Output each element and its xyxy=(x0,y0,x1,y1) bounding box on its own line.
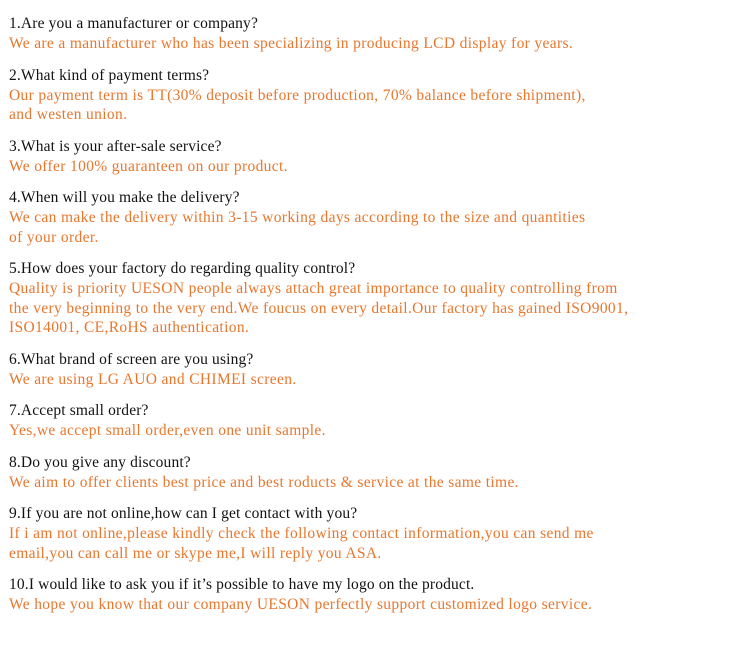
faq-answer-line: of your order. xyxy=(9,228,99,246)
faq-list xyxy=(9,14,744,627)
faq-item xyxy=(9,188,744,247)
faq-item xyxy=(9,66,744,125)
faq-question: 8.Do you give any discount? xyxy=(9,453,191,471)
faq-answer xyxy=(9,34,744,54)
faq-answer-line: We can make the delivery within 3-15 working days according to the size and quantities xyxy=(9,209,586,226)
faq-question: 3.What is your after-sale service? xyxy=(9,137,222,155)
faq-question: 6.What brand of screen are you using? xyxy=(9,350,254,368)
faq-answer-line: and westen union. xyxy=(9,106,128,123)
faq-answer-line: We hope you know that our company UESON perfectly support customized logo service. xyxy=(9,596,593,613)
faq-answer-line: We are using LG AUO and CHIMEI screen. xyxy=(9,370,297,388)
faq-answer-line: Quality is priority UESON people always attach great importance to quality controlling from xyxy=(9,280,618,297)
faq-item xyxy=(9,453,744,493)
faq-question: 4.When will you make the delivery? xyxy=(9,189,240,206)
faq-answer-line: If i am not online,please kindly check the following contact information,you can send me xyxy=(9,525,594,542)
faq-answer-line: Our payment term is TT(30% deposit before production, 70% balance before shipment), xyxy=(9,86,586,104)
faq-answer xyxy=(9,157,744,177)
faq-question: 5.How does your factory do regarding quality control? xyxy=(9,260,356,277)
faq-item xyxy=(9,350,744,390)
faq-answer xyxy=(9,279,744,338)
faq-answer-line: We aim to offer clients best price and best roducts & service at the same time. xyxy=(9,473,519,491)
faq-item xyxy=(9,504,744,563)
faq-item xyxy=(9,259,744,338)
faq-question: 1.Are you a manufacturer or company? xyxy=(9,15,258,32)
faq-answer xyxy=(9,473,744,493)
faq-question: 9.If you are not online,how can I get contact with you? xyxy=(9,505,358,522)
faq-answer-line: Yes,we accept small order,even one unit sample. xyxy=(9,422,326,439)
faq-answer-line: We are a manufacturer who has been specializing in producing LCD display for years. xyxy=(9,35,574,52)
faq-question: 10.I would like to ask you if it’s possible to have my logo on the product. xyxy=(9,576,475,593)
faq-answer xyxy=(9,595,744,615)
faq-question: 2.What kind of payment terms? xyxy=(9,66,210,84)
faq-item xyxy=(9,137,744,177)
faq-item xyxy=(9,575,744,615)
faq-item xyxy=(9,14,744,54)
faq-answer xyxy=(9,86,744,125)
faq-answer-line: the very beginning to the very end.We foucus on every detail.Our factory has gained ISO9001, xyxy=(9,299,629,317)
faq-answer-line: ISO14001, CE,RoHS authentication. xyxy=(9,319,250,336)
faq-answer-line: email,you can call me or skype me,I will reply you ASA. xyxy=(9,544,382,562)
faq-item xyxy=(9,401,744,441)
faq-answer xyxy=(9,370,744,390)
faq-answer-line: We offer 100% guaranteen on our product. xyxy=(9,157,288,175)
faq-question: 7.Accept small order? xyxy=(9,402,149,419)
faq-answer xyxy=(9,524,744,563)
faq-answer xyxy=(9,421,744,441)
faq-answer xyxy=(9,208,744,247)
